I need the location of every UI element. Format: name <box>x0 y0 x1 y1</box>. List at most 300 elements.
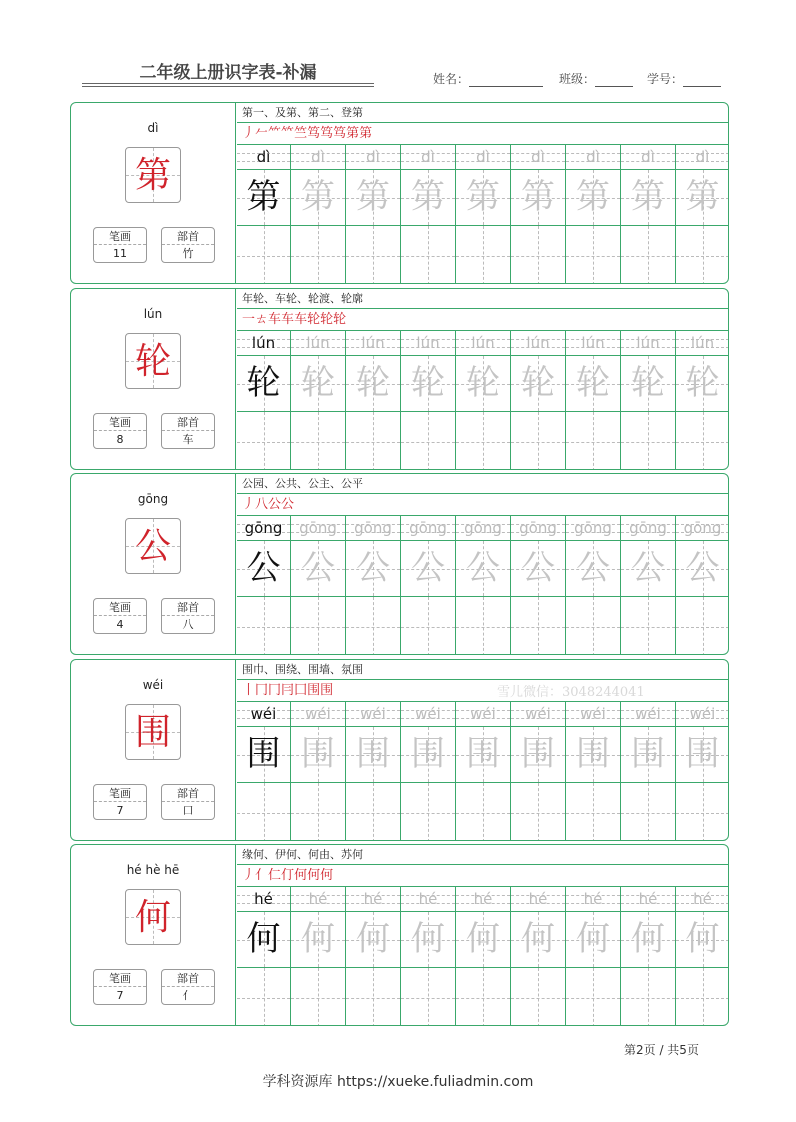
char-cell[interactable] <box>346 727 401 783</box>
pinyin-cell[interactable] <box>291 702 346 727</box>
empty-cell[interactable] <box>346 412 401 470</box>
char-trace: 轮 <box>411 363 445 403</box>
card-char: 围 <box>134 712 171 753</box>
empty-cell[interactable] <box>401 783 456 841</box>
page-number: 第2页 / 共5页 <box>624 1043 699 1057</box>
pinyin-cell[interactable] <box>456 887 511 912</box>
pinyin-trace: hé <box>583 890 603 908</box>
pinyin-cell[interactable] <box>676 145 729 170</box>
pinyin-cell[interactable] <box>621 145 676 170</box>
pinyin-trace: gōng <box>629 519 667 537</box>
char-cell[interactable] <box>291 170 346 226</box>
card-info-pane <box>71 103 236 283</box>
char-cell[interactable] <box>291 912 346 968</box>
char-cell[interactable] <box>401 727 456 783</box>
stroke-step: 何 <box>294 868 308 883</box>
pinyin-trace: hé <box>693 890 712 908</box>
char-cell[interactable] <box>511 541 566 597</box>
pinyin-trace: lún <box>471 334 495 352</box>
char-trace: 公 <box>301 548 335 588</box>
stroke-step: 何 <box>320 868 334 883</box>
stroke-count-value: 11 <box>113 247 127 260</box>
empty-cell[interactable] <box>401 597 456 655</box>
stroke-step: 八 <box>255 497 269 512</box>
stroke-step: 丿 <box>242 497 256 512</box>
title-underline <box>82 86 374 87</box>
pinyin-trace: hé <box>638 890 658 908</box>
stroke-step: 冂 <box>268 683 282 698</box>
char-cell[interactable] <box>621 356 676 412</box>
class-blank[interactable] <box>595 75 633 87</box>
radical-box <box>161 413 215 449</box>
empty-cell[interactable] <box>621 968 676 1026</box>
empty-cell[interactable] <box>237 597 291 655</box>
stroke-step: 围 <box>320 683 334 698</box>
char-trace: 轮 <box>246 363 281 403</box>
char-cell[interactable] <box>621 541 676 597</box>
pinyin-trace: dì <box>641 148 655 166</box>
stroke-count-box <box>93 969 147 1005</box>
char-trace: 何 <box>576 919 610 959</box>
char-trace: 围 <box>466 734 500 774</box>
pinyin-cell[interactable] <box>237 331 291 356</box>
stroke-step: 车 <box>268 312 282 327</box>
empty-practice-row <box>237 968 729 1026</box>
char-trace: 围 <box>521 734 555 774</box>
empty-cell[interactable] <box>676 783 729 841</box>
char-cell[interactable] <box>676 541 729 597</box>
char-cell[interactable] <box>456 912 511 968</box>
char-cell[interactable] <box>676 170 729 226</box>
char-trace: 第 <box>466 177 500 217</box>
char-cell[interactable] <box>401 541 456 597</box>
pinyin-cell[interactable] <box>291 516 346 541</box>
pinyin-cell[interactable] <box>621 516 676 541</box>
char-cell[interactable] <box>566 356 621 412</box>
char-trace: 第 <box>631 177 665 217</box>
char-cell[interactable] <box>511 170 566 226</box>
char-cell[interactable] <box>566 912 621 968</box>
char-cell[interactable] <box>566 541 621 597</box>
stroke-count-label: 笔画 <box>94 970 146 987</box>
footer: 学科资源库 https://xueke.fuliadmin.com <box>262 1074 534 1090</box>
pinyin-cell[interactable] <box>676 516 729 541</box>
empty-cell[interactable] <box>456 412 511 470</box>
pinyin-cell[interactable] <box>291 331 346 356</box>
char-cell[interactable] <box>237 912 291 968</box>
title-underline <box>82 83 374 84</box>
card-words: 第一、及第、第二、登第 <box>237 103 729 123</box>
stroke-count-label: 笔画 <box>94 785 146 802</box>
radical-label: 部首 <box>162 970 214 987</box>
stroke-step: 亻 <box>255 868 269 883</box>
pinyin-cell[interactable] <box>456 702 511 727</box>
card-practice-pane <box>237 289 729 469</box>
char-trace: 第 <box>246 177 281 217</box>
empty-cell[interactable] <box>456 783 511 841</box>
pinyin-cell[interactable] <box>401 887 456 912</box>
char-trace: 第 <box>301 177 335 217</box>
pinyin-trace: gōng <box>354 519 392 537</box>
pinyin-cell[interactable] <box>456 331 511 356</box>
card-words: 年轮、车轮、轮渡、轮廓 <box>237 289 729 309</box>
empty-cell[interactable] <box>621 597 676 655</box>
empty-cell[interactable] <box>566 783 621 841</box>
char-trace: 第 <box>356 177 390 217</box>
name-field <box>433 70 543 87</box>
card-practice-pane <box>237 474 729 654</box>
char-trace: 公 <box>356 548 390 588</box>
stroke-step: 仃 <box>281 868 295 883</box>
empty-cell[interactable] <box>621 783 676 841</box>
empty-cell[interactable] <box>237 412 291 470</box>
empty-cell[interactable] <box>621 226 676 284</box>
card-words: 公园、公共、公主、公平 <box>237 474 729 494</box>
pinyin-cell[interactable] <box>237 516 291 541</box>
char-cell[interactable] <box>511 356 566 412</box>
stroke-sequence <box>237 865 729 887</box>
pinyin-cell[interactable] <box>511 702 566 727</box>
pinyin-cell[interactable] <box>346 516 401 541</box>
char-trace: 围 <box>685 734 720 774</box>
pinyin-trace: wéi <box>360 705 386 723</box>
pinyin-cell[interactable] <box>346 331 401 356</box>
char-trace: 围 <box>356 734 390 774</box>
number-label: 学号： <box>647 72 684 86</box>
name-label: 姓名： <box>433 72 470 86</box>
char-cell[interactable] <box>456 727 511 783</box>
pinyin-trace: wéi <box>525 705 551 723</box>
pinyin-cell[interactable] <box>566 702 621 727</box>
stroke-sequence <box>237 123 729 145</box>
pinyin-trace: lún <box>416 334 440 352</box>
empty-cell[interactable] <box>676 412 729 470</box>
radical-label: 部首 <box>162 414 214 431</box>
pinyin-cell[interactable] <box>456 516 511 541</box>
pinyin-practice-row <box>237 887 729 912</box>
empty-cell[interactable] <box>291 412 346 470</box>
char-cell[interactable] <box>456 356 511 412</box>
char-cell[interactable] <box>346 356 401 412</box>
char-cell[interactable] <box>621 912 676 968</box>
char-cell[interactable] <box>346 170 401 226</box>
char-trace: 轮 <box>685 363 720 403</box>
char-trace: 何 <box>301 919 335 959</box>
number-field <box>647 70 721 87</box>
card-char-box <box>125 704 181 760</box>
empty-cell[interactable] <box>346 968 401 1026</box>
pinyin-trace: lún <box>306 334 330 352</box>
char-trace: 围 <box>411 734 445 774</box>
empty-cell[interactable] <box>566 226 621 284</box>
card-practice-pane <box>237 660 729 840</box>
char-trace: 何 <box>411 919 445 959</box>
class-label: 班级： <box>559 72 596 86</box>
pinyin-trace: wéi <box>250 705 277 723</box>
pinyin-cell[interactable] <box>676 887 729 912</box>
card-char-box <box>125 333 181 389</box>
pinyin-cell[interactable] <box>511 145 566 170</box>
pinyin-cell[interactable] <box>511 516 566 541</box>
char-trace: 何 <box>356 919 390 959</box>
char-cell[interactable] <box>237 170 291 226</box>
empty-cell[interactable] <box>291 968 346 1026</box>
char-cell[interactable] <box>291 356 346 412</box>
char-trace: 轮 <box>356 363 390 403</box>
char-cell[interactable] <box>237 356 291 412</box>
page-title: 二年级上册识字表-补漏 <box>139 63 317 83</box>
empty-cell[interactable] <box>237 226 291 284</box>
char-trace: 公 <box>466 548 500 588</box>
pinyin-trace: gōng <box>464 519 502 537</box>
empty-cell[interactable] <box>676 226 729 284</box>
empty-cell[interactable] <box>346 783 401 841</box>
pinyin-trace: gōng <box>244 519 283 537</box>
pinyin-cell[interactable] <box>291 145 346 170</box>
empty-cell[interactable] <box>291 597 346 655</box>
char-trace: 轮 <box>576 363 610 403</box>
pinyin-cell[interactable] <box>621 702 676 727</box>
empty-practice-row <box>237 597 729 655</box>
pinyin-trace: dì <box>256 148 271 166</box>
stroke-step: 公 <box>268 497 282 512</box>
pinyin-cell[interactable] <box>511 887 566 912</box>
pinyin-trace: lún <box>581 334 605 352</box>
card-info-pane <box>71 474 236 654</box>
stroke-sequence <box>237 494 729 516</box>
empty-cell[interactable] <box>566 412 621 470</box>
pinyin-cell[interactable] <box>566 331 621 356</box>
char-trace: 何 <box>631 919 665 959</box>
pinyin-cell[interactable] <box>621 887 676 912</box>
empty-cell[interactable] <box>291 783 346 841</box>
char-practice-row <box>237 356 729 412</box>
pinyin-cell[interactable] <box>346 887 401 912</box>
pinyin-trace: lún <box>251 334 276 352</box>
char-cell[interactable] <box>291 727 346 783</box>
empty-cell[interactable] <box>346 226 401 284</box>
stroke-count-value: 4 <box>116 618 124 631</box>
card-pinyin: gōng <box>137 492 169 506</box>
empty-cell[interactable] <box>237 968 291 1026</box>
pinyin-trace: wéi <box>689 705 716 723</box>
empty-cell[interactable] <box>401 412 456 470</box>
pinyin-cell[interactable] <box>566 145 621 170</box>
pinyin-trace: lún <box>636 334 660 352</box>
stroke-step: 轮 <box>333 312 347 327</box>
stroke-step: 何 <box>307 868 321 883</box>
pinyin-cell[interactable] <box>237 145 291 170</box>
pinyin-trace: lún <box>690 334 715 352</box>
stroke-step: 车 <box>294 312 308 327</box>
stroke-step: 丿 <box>242 868 256 883</box>
char-cell[interactable] <box>401 356 456 412</box>
char-practice-row <box>237 541 729 597</box>
stroke-step: ㄊ <box>255 312 269 327</box>
stroke-step: 竺 <box>294 126 308 141</box>
pinyin-trace: lún <box>526 334 550 352</box>
pinyin-cell[interactable] <box>401 331 456 356</box>
char-cell[interactable] <box>621 170 676 226</box>
empty-cell[interactable] <box>456 597 511 655</box>
char-cell[interactable] <box>291 541 346 597</box>
card-char: 公 <box>134 526 171 567</box>
pinyin-cell[interactable] <box>566 887 621 912</box>
radical-value: 口 <box>182 804 194 817</box>
empty-cell[interactable] <box>401 968 456 1026</box>
pinyin-trace: wéi <box>580 705 606 723</box>
char-trace: 第 <box>411 177 445 217</box>
pinyin-cell[interactable] <box>291 887 346 912</box>
empty-cell[interactable] <box>401 226 456 284</box>
stroke-step: ⺮ <box>268 126 282 141</box>
empty-cell[interactable] <box>566 597 621 655</box>
char-cell[interactable] <box>401 170 456 226</box>
char-trace: 轮 <box>466 363 500 403</box>
char-cell[interactable] <box>676 356 729 412</box>
stroke-step: 围 <box>307 683 321 698</box>
empty-cell[interactable] <box>346 597 401 655</box>
radical-label: 部首 <box>162 599 214 616</box>
pinyin-cell[interactable] <box>511 331 566 356</box>
empty-cell[interactable] <box>511 412 566 470</box>
stroke-sequence <box>237 309 729 331</box>
stroke-count-label: 笔画 <box>94 228 146 245</box>
card-practice-pane <box>237 845 729 1025</box>
char-cell[interactable] <box>401 912 456 968</box>
pinyin-cell[interactable] <box>401 145 456 170</box>
char-cell[interactable] <box>676 912 729 968</box>
char-cell[interactable] <box>621 727 676 783</box>
pinyin-cell[interactable] <box>237 702 291 727</box>
empty-cell[interactable] <box>511 968 566 1026</box>
pinyin-trace: dì <box>421 148 435 166</box>
char-trace: 围 <box>301 734 335 774</box>
char-trace: 何 <box>466 919 500 959</box>
character-card <box>70 473 729 655</box>
radical-label: 部首 <box>162 785 214 802</box>
stroke-step: 一 <box>242 312 256 327</box>
pinyin-cell[interactable] <box>566 516 621 541</box>
pinyin-cell[interactable] <box>676 702 729 727</box>
character-card <box>70 288 729 470</box>
pinyin-trace: hé <box>473 890 493 908</box>
char-practice-row <box>237 727 729 783</box>
stroke-step: 车 <box>281 312 295 327</box>
char-cell[interactable] <box>456 541 511 597</box>
pinyin-trace: gōng <box>683 519 722 537</box>
pinyin-cell[interactable] <box>621 331 676 356</box>
watermark: 雪儿微信：3048244041 <box>497 685 645 700</box>
card-pinyin: wéi <box>142 678 164 692</box>
empty-cell[interactable] <box>291 226 346 284</box>
pinyin-trace: dì <box>531 148 545 166</box>
card-words: 缘何、伊何、何由、苏何 <box>237 845 729 865</box>
char-cell[interactable] <box>346 541 401 597</box>
empty-cell[interactable] <box>621 412 676 470</box>
empty-practice-row <box>237 783 729 841</box>
stroke-count-label: 笔画 <box>94 599 146 616</box>
char-trace: 围 <box>246 734 281 774</box>
empty-cell[interactable] <box>237 783 291 841</box>
char-trace: 公 <box>521 548 555 588</box>
pinyin-practice-row <box>237 331 729 356</box>
stroke-step: 公 <box>281 497 295 512</box>
pinyin-cell[interactable] <box>346 145 401 170</box>
char-cell[interactable] <box>676 727 729 783</box>
char-cell[interactable] <box>456 170 511 226</box>
empty-cell[interactable] <box>511 783 566 841</box>
pinyin-trace: wéi <box>470 705 496 723</box>
pinyin-cell[interactable] <box>346 702 401 727</box>
stroke-count-value: 8 <box>116 433 124 446</box>
char-trace: 围 <box>631 734 665 774</box>
pinyin-practice-row <box>237 516 729 541</box>
empty-cell[interactable] <box>511 226 566 284</box>
char-cell[interactable] <box>237 727 291 783</box>
pinyin-cell[interactable] <box>401 516 456 541</box>
char-cell[interactable] <box>566 170 621 226</box>
card-info-pane <box>71 660 236 840</box>
pinyin-trace: hé <box>308 890 328 908</box>
card-char-box <box>125 889 181 945</box>
char-cell[interactable] <box>566 727 621 783</box>
empty-cell[interactable] <box>456 968 511 1026</box>
char-cell[interactable] <box>346 912 401 968</box>
empty-cell[interactable] <box>511 597 566 655</box>
card-char: 第 <box>134 155 171 196</box>
pinyin-trace: dì <box>476 148 490 166</box>
number-blank[interactable] <box>683 75 721 87</box>
stroke-step: 轮 <box>320 312 334 327</box>
char-cell[interactable] <box>511 912 566 968</box>
stroke-step: 囗 <box>294 683 308 698</box>
pinyin-cell[interactable] <box>456 145 511 170</box>
pinyin-trace: wéi <box>635 705 661 723</box>
char-trace: 公 <box>685 548 720 588</box>
pinyin-trace: dì <box>695 148 710 166</box>
page-header <box>0 56 796 96</box>
character-card <box>70 102 729 284</box>
pinyin-trace: gōng <box>519 519 557 537</box>
empty-cell[interactable] <box>676 968 729 1026</box>
pinyin-cell[interactable] <box>401 702 456 727</box>
pinyin-cell[interactable] <box>237 887 291 912</box>
stroke-count-box <box>93 598 147 634</box>
pinyin-trace: gōng <box>574 519 612 537</box>
empty-cell[interactable] <box>566 968 621 1026</box>
char-trace: 公 <box>576 548 610 588</box>
empty-cell[interactable] <box>676 597 729 655</box>
char-cell[interactable] <box>511 727 566 783</box>
pinyin-trace: gōng <box>409 519 447 537</box>
empty-cell[interactable] <box>456 226 511 284</box>
pinyin-cell[interactable] <box>676 331 729 356</box>
char-trace: 轮 <box>631 363 665 403</box>
card-practice-pane <box>237 103 729 283</box>
stroke-step: 冃 <box>281 683 295 698</box>
pinyin-trace: hé <box>363 890 383 908</box>
radical-value: 亻 <box>182 989 194 1002</box>
char-trace: 公 <box>246 548 281 588</box>
char-trace: 轮 <box>521 363 555 403</box>
stroke-step: 笃 <box>333 126 347 141</box>
stroke-count-box <box>93 784 147 820</box>
name-blank[interactable] <box>469 75 543 87</box>
pinyin-trace: dì <box>586 148 600 166</box>
char-cell[interactable] <box>237 541 291 597</box>
card-info-pane <box>71 289 236 469</box>
